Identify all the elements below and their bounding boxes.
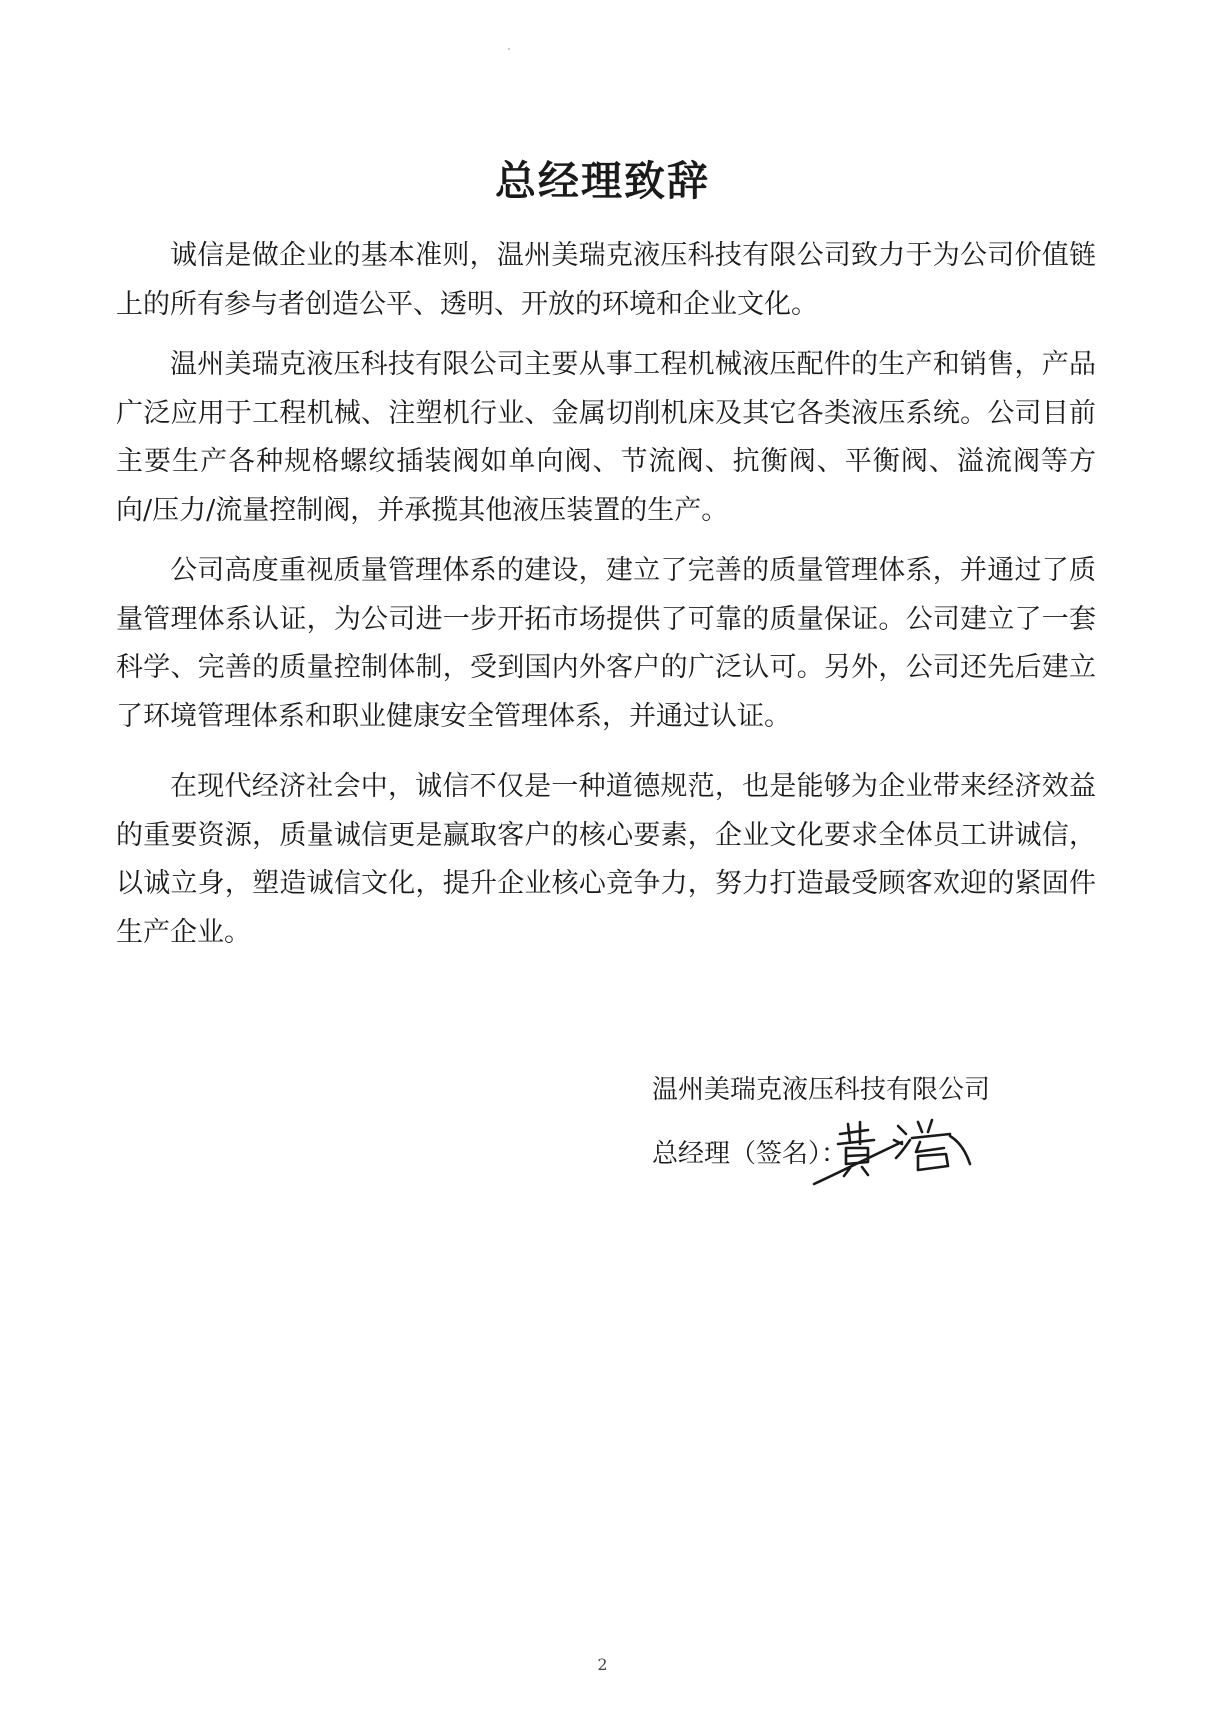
company-name: 温州美瑞克液压科技有限公司 xyxy=(652,1075,991,1105)
handwritten-signature xyxy=(810,1112,980,1192)
letter-body xyxy=(116,232,1096,957)
signature-block xyxy=(652,1070,1102,1194)
page-title: 总经理致辞 xyxy=(495,157,710,205)
paragraph-1: 诚信是做企业的基本准则，温州美瑞克液压科技有限公司致力于为公司价值链上的所有参与者创造公平、透明、开放的环境和企业文化。 xyxy=(116,240,1096,320)
page-number: 2 xyxy=(597,1655,608,1674)
paragraph-3: 公司高度重视质量管理体系的建设，建立了完善的质量管理体系，并通过了质量管理体系认证，为公司进一步开拓市场提供了可靠的质量保证。公司建立了一套科学、完善的质量控制体制，受到国内外客户的广泛认可。另外，公司还先后建立了环境管理体系和职业健康安全管理体系，并通过认证。 xyxy=(116,555,1096,732)
signature-label: 总经理（签名）： xyxy=(652,1139,848,1169)
paragraph-2: 温州美瑞克液压科技有限公司主要从事工程机械液压配件的生产和销售，产品广泛应用于工程机械、注塑机行业、金属切削机床及其它各类液压系统。公司目前主要生产各种规格螺纹插装阀如单向阀、节流阀、抗衡阀、平衡阀、溢流阀等方向/压力/流量控制阀，并承揽其他液压装置的生产。 xyxy=(116,349,1096,526)
paragraph-4: 在现代经济社会中，诚信不仅是一种道德规范，也是能够为企业带来经济效益的重要资源，质量诚信更是赢取客户的核心要素，企业文化要求全体员工讲诚信，以诚立身，塑造诚信文化，提升企业核心竞争力，努力打造最受顾客欢迎的紧固件生产企业。 xyxy=(116,771,1096,948)
manager-signature-line xyxy=(652,1134,1102,1194)
scan-speck xyxy=(508,48,510,50)
